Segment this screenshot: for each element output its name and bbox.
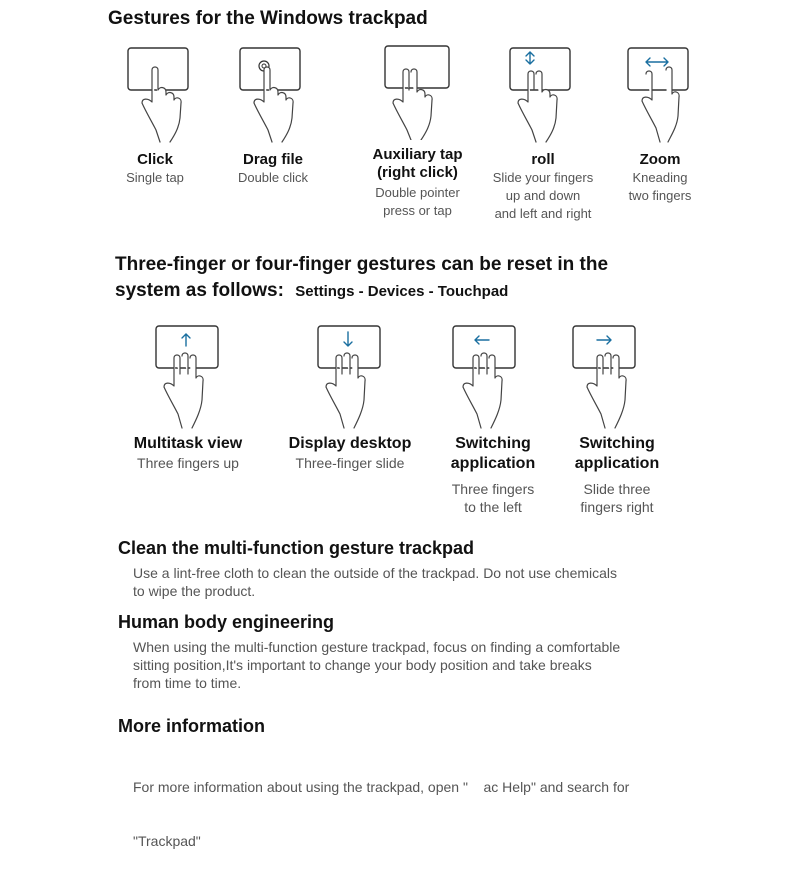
gestures-reset-line2-wrap xyxy=(115,278,608,305)
gesture-card-click xyxy=(100,40,210,187)
gesture-card-multitask-view xyxy=(118,318,258,472)
gesture-desc-line2: fingers right xyxy=(580,499,654,515)
gesture-desc: Kneading xyxy=(632,170,688,185)
section-body xyxy=(133,742,733,886)
gesture-desc: Three fingers up xyxy=(137,455,239,471)
gesture-card-zoom xyxy=(610,40,710,205)
gesture-title: Switching xyxy=(579,435,655,452)
gesture-title-line2: (right click) xyxy=(377,164,458,181)
gesture-title: Multitask view xyxy=(133,435,243,452)
gesture-desc: Double click xyxy=(237,170,309,185)
gesture-desc: Slide your fingers xyxy=(492,170,594,185)
gestures-reset-line1: Three-finger or four-finger gestures can be reset in the xyxy=(115,254,609,275)
gesture-desc-line3: and left and right xyxy=(494,206,592,221)
gesture-desc-line2: to the left xyxy=(464,499,522,515)
section-line: to wipe the product. xyxy=(133,583,256,599)
section-line: "Trackpad" xyxy=(133,833,201,849)
gesture-title-line2: application xyxy=(574,455,660,472)
pinch-zoom-hand-icon xyxy=(610,40,710,145)
gesture-desc: Double pointer xyxy=(375,185,460,200)
gesture-desc: Three fingers xyxy=(451,481,535,497)
section-more-info xyxy=(118,716,733,886)
two-finger-tap-hand-icon xyxy=(363,40,473,140)
section-line: from time to time. xyxy=(133,675,242,691)
gesture-desc: Three-finger slide xyxy=(295,455,405,471)
gesture-title: Switching xyxy=(455,435,531,452)
gestures-reset-heading xyxy=(115,252,608,305)
gesture-title: roll xyxy=(531,151,555,168)
gesture-desc: Slide three xyxy=(583,481,651,497)
gesture-card-switch-app-left xyxy=(428,318,558,516)
gesture-card-display-desktop xyxy=(275,318,425,472)
gesture-title: Click xyxy=(137,151,173,168)
three-finger-down-hand-icon xyxy=(290,318,410,430)
gesture-desc: Single tap xyxy=(126,170,184,185)
two-finger-scroll-hand-icon xyxy=(488,40,598,145)
settings-path: Settings - Devices - Touchpad xyxy=(295,283,509,300)
section-clean xyxy=(118,538,733,600)
single-tap-hand-icon xyxy=(100,40,210,145)
gesture-title: Zoom xyxy=(639,151,681,168)
gestures-reset-line2: system as follows: xyxy=(115,280,284,301)
section-body xyxy=(133,564,733,600)
section-heading: Clean the multi-function gesture trackpad xyxy=(118,538,475,558)
three-finger-up-hand-icon xyxy=(128,318,248,430)
section-heading: More information xyxy=(118,716,265,736)
three-finger-right-hand-icon xyxy=(557,318,677,430)
section-ergonomics xyxy=(118,612,733,692)
double-click-hand-icon xyxy=(218,40,328,145)
gesture-title: Auxiliary tap xyxy=(372,146,463,163)
gesture-desc-line2: up and down xyxy=(505,188,581,203)
gesture-card-switch-app-right xyxy=(552,318,682,516)
page-title: Gestures for the Windows trackpad xyxy=(108,8,428,29)
gesture-desc-line2: press or tap xyxy=(383,203,452,218)
section-heading: Human body engineering xyxy=(118,612,335,632)
gesture-desc-line2: two fingers xyxy=(628,188,692,203)
section-line: Use a lint-free cloth to clean the outside of the trackpad. Do not use chemicals xyxy=(133,565,618,581)
gesture-card-auxiliary-tap xyxy=(350,40,485,220)
gesture-title: Drag file xyxy=(242,151,303,168)
section-line: When using the multi-function gesture trackpad, focus on finding a comfortable xyxy=(133,639,621,655)
section-body xyxy=(133,638,733,692)
section-line: For more information about using the trackpad, open " ac Help" and search for xyxy=(133,779,630,795)
gesture-card-roll xyxy=(478,40,608,223)
gesture-title: Display desktop xyxy=(288,435,412,452)
gesture-card-drag-file xyxy=(218,40,328,187)
gesture-title-line2: application xyxy=(450,455,536,472)
section-line: sitting position,It's important to change your body position and take breaks xyxy=(133,657,592,673)
three-finger-left-hand-icon xyxy=(433,318,553,430)
